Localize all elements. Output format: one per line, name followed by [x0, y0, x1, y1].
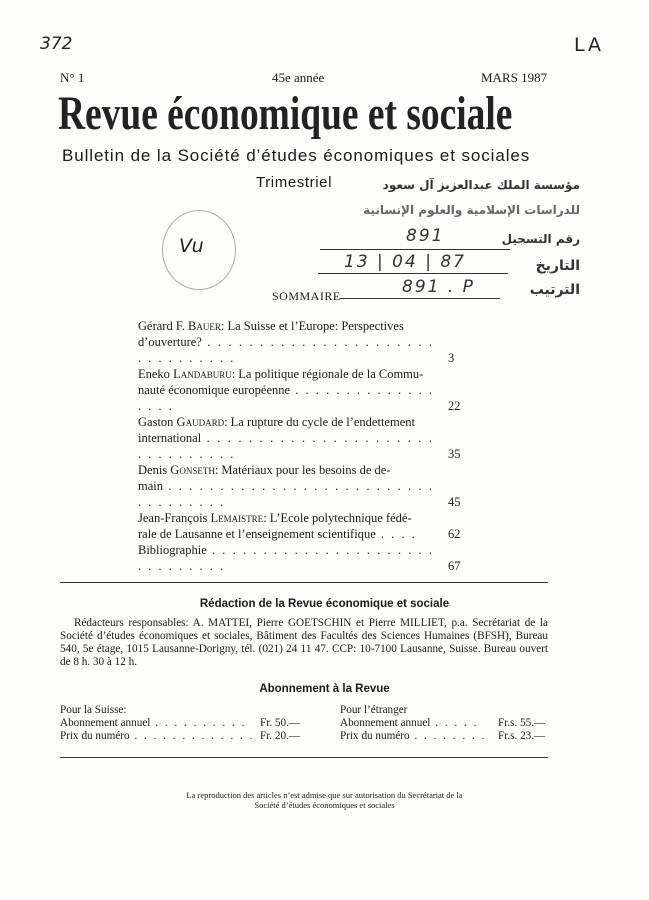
toc-entry: Gérard F. Bauer: La Suisse et l’Europe: Perspectives d’ouverture? . . . . . . . . . . . . . . . . . . . . . . . . . . . . . . . . 3 [138, 318, 474, 366]
toc-title-line1: Bibliographie [138, 543, 207, 557]
toc-title-line2: nauté économique européenne [138, 383, 291, 397]
toc-author-last: Bauer [188, 319, 221, 333]
handwritten-reference: 372 [40, 34, 73, 54]
toc-entry: Jean-François Lemaistre: L’Ecole polytechnique fédé- rale de Lausanne et l’enseignement scientifique . . . . 62 [138, 510, 474, 542]
toc-author-first: Gérard F. [138, 319, 189, 333]
issue-number: N° 1 [60, 70, 85, 85]
toc-title-line2: international [138, 431, 202, 445]
stamp-label-date: التاريخ [535, 258, 580, 274]
stamp-line-1: مؤسسة الملك عبدالعزيز آل سعود [382, 178, 580, 192]
divider [60, 582, 548, 583]
toc-title-line2: main [138, 479, 163, 493]
toc-author-last: Lemaistre [210, 511, 264, 525]
toc-title-line1: : La rupture du cycle de l’endettement [224, 415, 415, 429]
toc-entry: Eneko Landaburu: La politique régionale de la Commu- nauté économique européenne . . . . . . . . . . . . . . . . . . 22 [138, 366, 474, 414]
journal-subtitle: Bulletin de la Société d’études économiques et sociales [62, 146, 531, 165]
sommaire-title: SOMMAIRE [272, 289, 341, 303]
toc-title-line1: : Matériaux pour les besoins de de- [214, 463, 391, 477]
reproduction-notice-line2: Société d’études économiques et sociales [254, 800, 395, 810]
subscription-abroad [340, 704, 550, 743]
toc-author-last: Landaburu [173, 367, 232, 381]
periodicity: Trimestriel [256, 174, 333, 191]
library-stamp [318, 178, 580, 303]
reproduction-notice [0, 790, 649, 810]
toc-page: 3 [448, 351, 455, 365]
toc-title-line1: : La Suisse et l’Europe: Perspectives [220, 319, 404, 333]
toc-author-last: Gonseth [170, 463, 215, 477]
subscription-switzerland [60, 704, 310, 743]
stamp-date-underline [318, 273, 508, 274]
subscription-issue-price: Fr. 20.— [260, 730, 301, 742]
toc-page: 67 [448, 559, 461, 573]
toc-page: 62 [448, 527, 461, 541]
subscription-region: Pour la Suisse: [60, 704, 127, 716]
toc-title-line1: : La politique régionale de la Commu- [231, 367, 424, 381]
stamp-label-order: الترتيب [529, 282, 580, 298]
toc-page: 35 [448, 447, 461, 461]
abonnement-heading: Abonnement à la Revue [259, 683, 390, 695]
stamp-order-underline [340, 298, 500, 299]
subscription-annual-label: Abonnement annuel . . . . . [340, 717, 479, 729]
subscription-region: Pour l’étranger [340, 704, 408, 716]
toc-title-line1: : L’Ecole polytechnique fédé- [263, 511, 412, 525]
issue-year: 45e année [272, 70, 325, 85]
redaction-heading: Rédaction de la Revue économique et sociale [199, 598, 450, 610]
toc-title-line2: d’ouverture? [138, 335, 202, 349]
toc-entry: Denis Gonseth: Matériaux pour les besoins de de- main . . . . . . . . . . . . . . . . . . . . . . . . . . . . . . . . . . . 45 [138, 462, 474, 510]
subscription-annual-label: Abonnement annuel . . . . . . . . . . [60, 717, 247, 729]
subscription-annual-price: Fr. 50.— [260, 717, 301, 729]
toc-author-first: Gaston [138, 415, 177, 429]
stamp-record-underline [320, 249, 510, 250]
subscription-issue-price: Fr.s. 23.— [498, 730, 546, 742]
subscription-issue-label: Prix du numéro . . . . . . . . [340, 730, 487, 742]
toc-page: 45 [448, 495, 461, 509]
toc-entry: Gaston Gaudard: La rupture du cycle de l’endettement international . . . . . . . . . . . . . . . . . . . . . . . . . . . . . . . . 35 [138, 414, 474, 462]
toc-author-first: Eneko [138, 367, 174, 381]
handwritten-initials: LA [574, 34, 605, 56]
subscription-issue-label: Prix du numéro . . . . . . . . . . . . . [60, 730, 255, 742]
stamp-date-value: 13 | 04 | 87 [344, 252, 466, 272]
stamp-label-record: رقم التسجيل [501, 232, 580, 246]
toc-author-last: Gaudard [176, 415, 225, 429]
stamp-line-2: للدراسات الإسلامية والعلوم الإنسانية [363, 203, 580, 217]
reviewed-circle-mark [162, 210, 236, 290]
journal-title: Revue économique et sociale [58, 87, 513, 140]
reproduction-notice-line1: La reproduction des articles n’est admise que sur autorisation du Secrétariat de la [186, 790, 463, 800]
toc-title-line2: rale de Lausanne et l’enseignement scientifique [138, 527, 376, 541]
divider [60, 757, 548, 758]
stamp-record-value: 891 [406, 226, 445, 246]
toc-entry: Bibliographie . . . . . . . . . . . . . . . . . . . . . . . . . . . . . . . 67 [138, 542, 474, 574]
toc-page: 22 [448, 399, 461, 413]
table-of-contents [138, 318, 474, 574]
reviewed-mark-text: Vu [179, 235, 204, 257]
stamp-order-value: 891 . P [402, 277, 475, 297]
redaction-body: Rédacteurs responsables: A. MATTEI, Pierre GOETSCHIN et Pierre MILLIET, p.a. Secrétariat de la Société d’études économiques et sociales, Bâtiment des Facultés des Sciences Humaines (BFSH), Bureau 540, 5e étage, 1015 Lausanne-Dorigny, tél. (021) 24 11 47. CCP: 10-7100 Lausanne, Suisse. Bureau ouvert de 8 h. 30 à 12 h. [60, 617, 548, 668]
issue-date: MARS 1987 [481, 70, 548, 85]
subscription-annual-price: Fr.s. 55.— [498, 717, 546, 729]
toc-author-first: Jean-François [138, 511, 211, 525]
toc-author-first: Denis [138, 463, 171, 477]
